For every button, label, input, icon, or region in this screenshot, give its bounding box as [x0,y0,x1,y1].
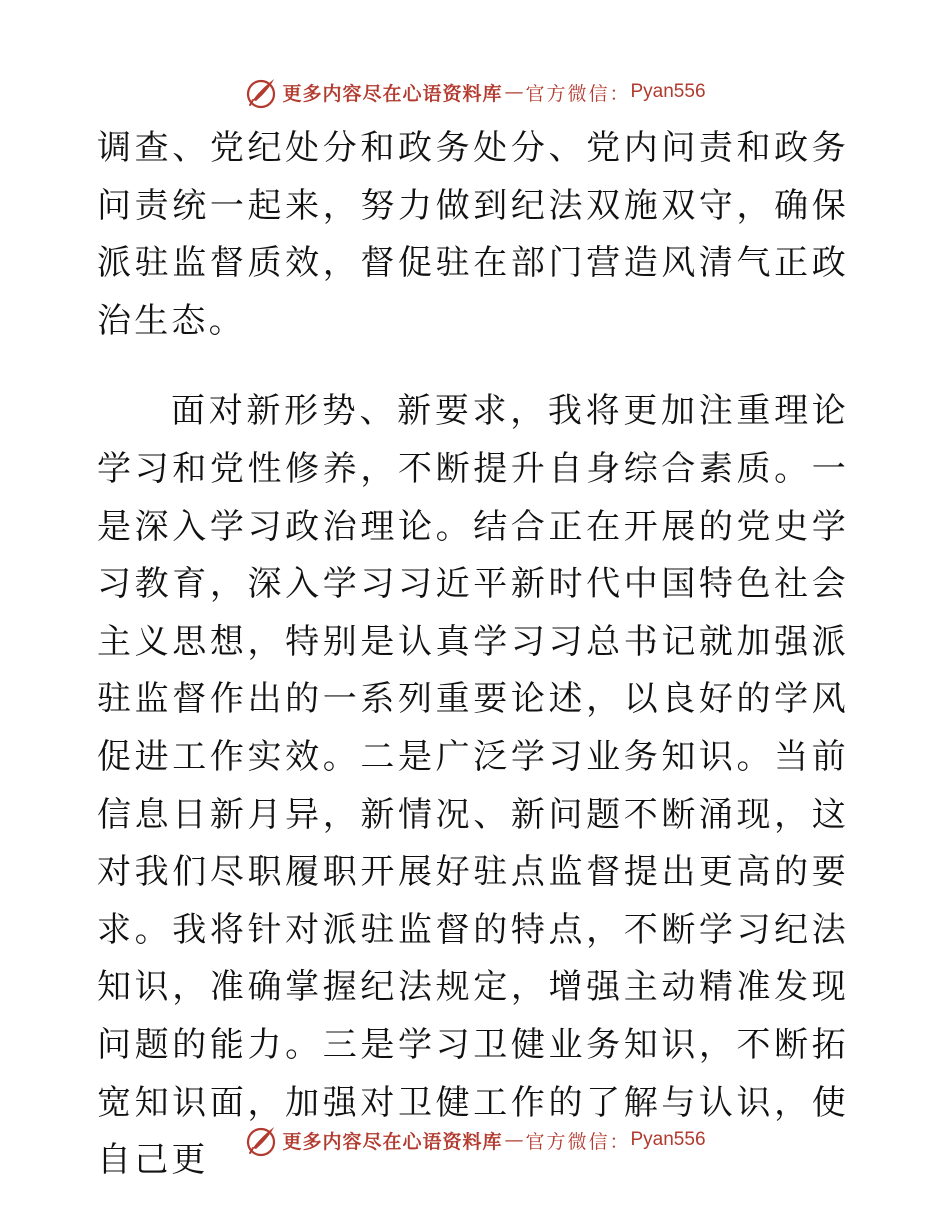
header-separator: — [504,81,524,103]
quill-pen-logo-icon [244,75,278,109]
footer-brand-text: 更多内容尽在心语资料库 [282,1130,503,1153]
footer-separator: — [504,1129,524,1151]
header-banner [0,72,950,112]
paragraph-1: 调查、党纪处分和政务处分、党内问责和政务问责统一起来，努力做到纪法双施双守，确保派驻监督质效，督促驻在部门营造风清气正政治生态。 [97,128,849,341]
footer-wechat-id: Pyan556 [630,1129,706,1150]
header-wechat-label: 官方微信： [525,82,631,105]
footer-banner [0,1120,950,1160]
header-wechat-id: Pyan556 [630,81,706,102]
document-body [97,120,849,1190]
quill-pen-logo-icon [244,1123,278,1157]
header-brand-text: 更多内容尽在心语资料库 [282,82,503,105]
paragraph-2: 面对新形势、新要求，我将更加注重理论学习和党性修养，不断提升自身综合素质。一是深入学习政治理论。结合正在开展的党史学习教育，深入学习习近平新时代中国特色社会主义思想，特别是认真学习习总书记就加强派驻监督作出的一系列重要论述，以良好的学风促进工作实效。二是广泛学习业务知识。当前信息日新月异，新情况、新问题不断涌现，这对我们尽职履职开展好驻点监督提出更高的要求。我将针对派驻监督的特点，不断学习纪法知识，准确掌握纪法规定，增强主动精准发现问题的能力。三是学习卫健业务知识，不断拓宽知识面，加强对卫健工作的了解与认识，使自己更 [97,391,849,1181]
footer-wechat-label: 官方微信： [525,1130,631,1153]
